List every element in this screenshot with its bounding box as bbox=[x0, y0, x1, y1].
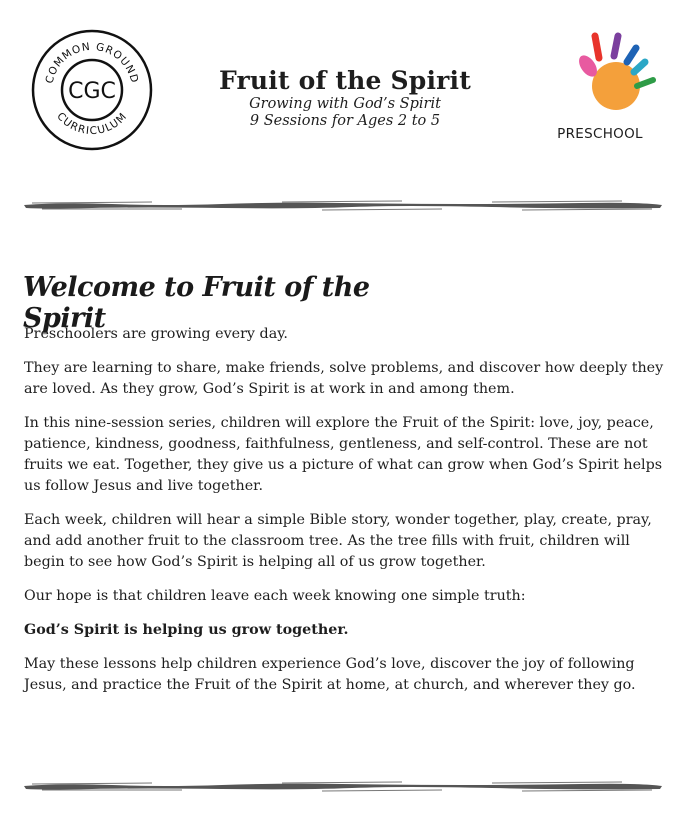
handprint-icon bbox=[555, 30, 675, 120]
document-title: Fruit of the Spirit bbox=[219, 66, 471, 95]
document-header bbox=[190, 66, 500, 130]
paragraph: Preschoolers are growing every day. bbox=[24, 326, 288, 342]
logo-ring-top: COMMON GROUND bbox=[43, 40, 141, 85]
key-truth: God’s Spirit is helping us grow together. bbox=[24, 622, 349, 638]
document-subtitle: Growing with God’s Spirit bbox=[249, 96, 441, 112]
sessions-subtitle: 9 Sessions for Ages 2 to 5 bbox=[249, 113, 441, 129]
cgc-logo bbox=[30, 28, 154, 152]
logo-ring-bottom: CURRICULUM bbox=[54, 110, 130, 138]
age-group-label: PRESCHOOL bbox=[557, 126, 643, 142]
paragraph: In this nine-session series, children will explore the Fruit of the Spirit: love, joy, peace, patience, kindness, goodness, faithfulness, gentleness, and self-control. These are not fruits we eat. Together, they give us a picture of what can grow when God’s Spirit helps us follow Jesus and live together. bbox=[24, 415, 663, 494]
welcome-heading: Welcome to Fruit of the Spirit bbox=[23, 272, 370, 334]
paragraph: May these lessons help children experience God’s love, discover the joy of following Jesus, and practice the Fruit of the Spirit at home, at church, and wherever they go. bbox=[24, 656, 636, 693]
paragraph: Our hope is that children leave each week knowing one simple truth: bbox=[24, 588, 526, 604]
brush-divider-bottom bbox=[22, 779, 664, 793]
paragraph: Each week, children will hear a simple Bible story, wonder together, play, create, pray, and add another fruit to the classroom tree. As the tree fills with fruit, children will begin to see how God’s Spirit is helping all of us grow together. bbox=[24, 512, 652, 570]
logo-initials: CGC bbox=[68, 79, 116, 104]
brush-divider-top bbox=[22, 198, 664, 212]
welcome-body bbox=[24, 324, 664, 709]
paragraph: They are learning to share, make friends, solve problems, and discover how deeply they are loved. As they grow, God’s Spirit is at work in and among them. bbox=[24, 360, 664, 397]
